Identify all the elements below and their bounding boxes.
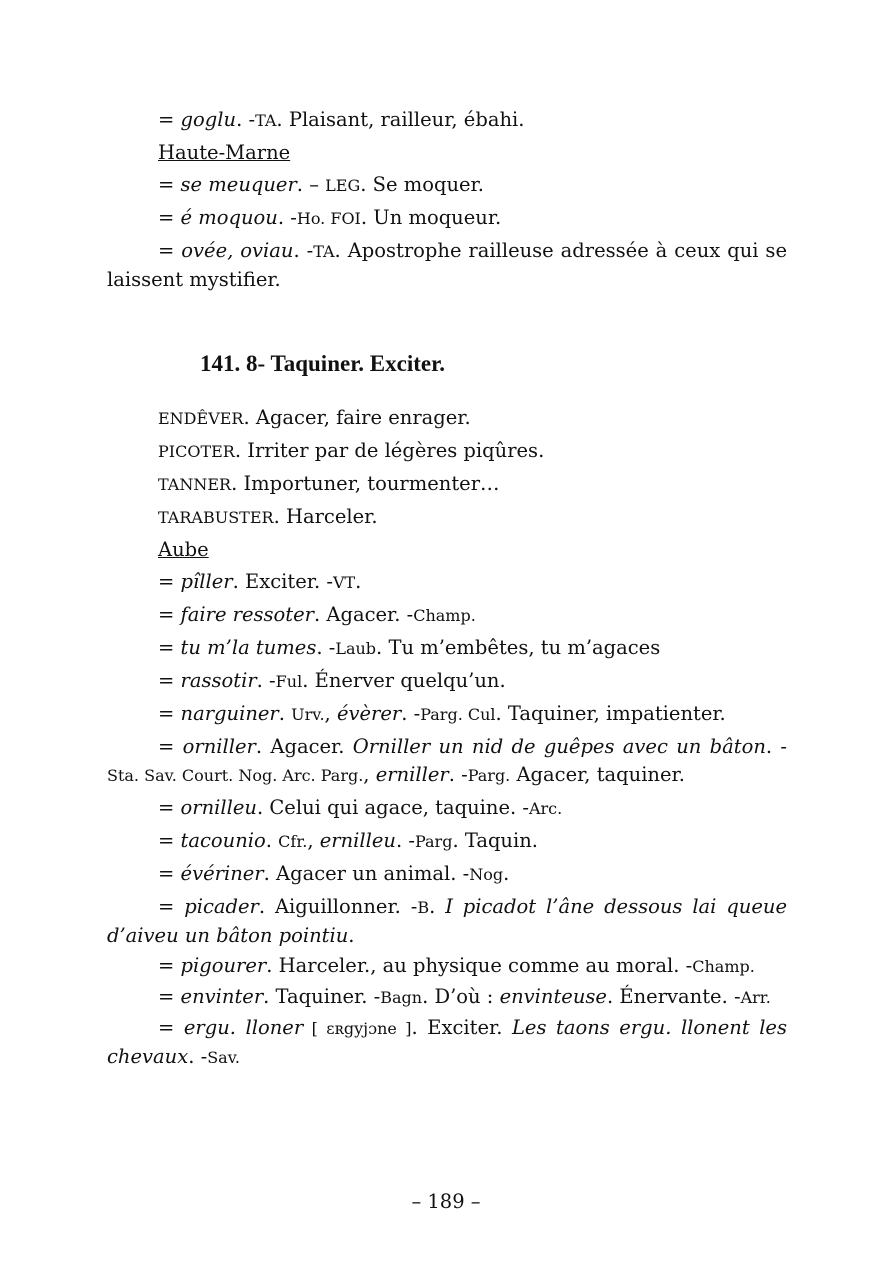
- definition: . Se moquer.: [360, 173, 484, 196]
- entry-piller: [107, 566, 787, 599]
- dialect-term: tacounio: [180, 829, 266, 852]
- punct: .: [348, 924, 355, 947]
- definition: . Aiguillonner. -: [258, 895, 418, 918]
- entry-narguiner: [107, 698, 787, 731]
- entry-picoter: [107, 435, 787, 468]
- entry-picader: [107, 893, 787, 950]
- dialect-term: évériner: [180, 862, 264, 885]
- definition: . Exciter.: [411, 1016, 512, 1039]
- punct: .: [278, 702, 292, 725]
- region-label: Haute-Marne: [158, 141, 291, 164]
- dialect-term: narguiner: [180, 702, 279, 725]
- entry-ovee-oviau: [107, 237, 787, 294]
- source-abbr: TA: [255, 111, 277, 130]
- example-sentence: I picadot l’âne dessous lai queue d’aiveu un bâton pointiu: [107, 895, 787, 947]
- definition: . Agacer. -: [314, 603, 414, 626]
- punct: . -: [236, 108, 256, 131]
- definition: . Importuner, tourmenter…: [231, 472, 500, 495]
- entry-goglu: [107, 104, 787, 137]
- source-abbr: TA: [313, 242, 335, 261]
- punct: . -: [256, 669, 276, 692]
- phonetic-transcription: [ ɛʀgyjɔne ]: [303, 1019, 412, 1038]
- headword: TARABUSTER: [158, 508, 274, 527]
- punct: . –: [296, 173, 326, 196]
- dialect-term: ornilleu: [180, 796, 257, 819]
- source-abbr: Cfr.: [278, 832, 308, 851]
- dialect-term: orniller: [182, 735, 256, 758]
- entry-se-meuquer: [107, 169, 787, 202]
- eq-sign: =: [158, 796, 181, 819]
- definition: . Taquiner. -: [263, 985, 381, 1008]
- punct: . -: [395, 829, 415, 852]
- source-abbr: LEG: [325, 176, 361, 195]
- eq-sign: =: [158, 603, 181, 626]
- dialect-term: picader: [184, 895, 259, 918]
- definition: . Plaisant, railleur, ébahi.: [276, 108, 525, 131]
- headword: PICOTER: [158, 442, 235, 461]
- punct: . -: [401, 702, 421, 725]
- entry-tu-mla-tumes: [107, 632, 787, 665]
- region-label: Aube: [158, 538, 209, 561]
- section-title: 141. 8- Taquiner. Exciter.: [200, 351, 445, 376]
- eq-sign: =: [158, 669, 181, 692]
- source-abbr: Parg.: [467, 766, 511, 785]
- dialect-term: pigourer: [180, 954, 267, 977]
- definition: . Agacer.: [255, 735, 353, 758]
- definition: . Un moqueur.: [360, 206, 502, 229]
- eq-sign: =: [158, 895, 185, 918]
- definition: . Harceler., au physique comme au moral. -: [266, 954, 693, 977]
- page-body: [107, 104, 787, 1074]
- source-abbr: Champ.: [692, 957, 755, 976]
- entry-e-moquou: [107, 202, 787, 235]
- definition: . Celui qui agace, taquine. -: [256, 796, 529, 819]
- entry-rassotir: [107, 665, 787, 698]
- dialect-term: é moquou: [180, 206, 278, 229]
- definition: . Taquiner, impatienter.: [495, 702, 726, 725]
- definition: . Harceler.: [273, 505, 378, 528]
- dialect-term: envinteuse: [499, 985, 607, 1008]
- source-abbr: Nog: [469, 865, 504, 884]
- definition: . Taquin.: [452, 829, 538, 852]
- definition: . Énervante. -: [606, 985, 741, 1008]
- definition: . D’où :: [422, 985, 500, 1008]
- eq-sign: =: [158, 570, 181, 593]
- source-abbr: Sta. Sav. Court. Nog. Arc. Parg.: [107, 766, 364, 785]
- definition: . Énerver quelqu’un.: [302, 669, 506, 692]
- punct: . -: [448, 763, 468, 786]
- punct: . -: [188, 1045, 208, 1068]
- punct: . -: [293, 239, 314, 262]
- entry-ornilleu: [107, 792, 787, 825]
- source-abbr: Ful: [275, 672, 303, 691]
- punct: ,: [307, 829, 320, 852]
- dialect-term: ernilleu: [319, 829, 396, 852]
- source-abbr: Arr.: [740, 988, 771, 1007]
- example-sentence: Orniller un nid de guêpes avec un bâton: [352, 735, 766, 758]
- eq-sign: =: [158, 1016, 184, 1039]
- source-abbr: Bagn: [380, 988, 423, 1007]
- entry-endever: [107, 402, 787, 435]
- entry-pigourer: [107, 952, 787, 981]
- eq-sign: =: [158, 985, 181, 1008]
- source-abbr: Parg. Cul: [420, 705, 496, 724]
- source-abbr: Urv.: [291, 705, 325, 724]
- eq-sign: =: [158, 173, 181, 196]
- punct: ,: [363, 763, 376, 786]
- eq-sign: =: [158, 239, 182, 262]
- eq-sign: =: [158, 829, 181, 852]
- entry-tacounio: [107, 825, 787, 858]
- punct: .: [265, 829, 279, 852]
- dialect-term: envinter: [180, 985, 264, 1008]
- source-abbr: Champ.: [413, 606, 476, 625]
- definition: . Apostrophe railleuse adressée à ceux qui se laissent mystifier.: [107, 239, 787, 291]
- source-abbr: Sav.: [207, 1048, 240, 1067]
- region-heading-haute-marne: [107, 137, 787, 169]
- entry-orniller: [107, 733, 787, 790]
- definition: . Irriter par de légères piqûres.: [234, 439, 545, 462]
- source-abbr: B: [417, 898, 430, 917]
- headword: TANNER: [158, 475, 232, 494]
- dialect-term: rassotir: [180, 669, 257, 692]
- dialect-term: ovée, oviau: [181, 239, 294, 262]
- dialect-term: erniller: [375, 763, 449, 786]
- source-abbr: Arc.: [528, 799, 563, 818]
- eq-sign: =: [158, 735, 183, 758]
- headword: ENDÊVER: [158, 409, 244, 428]
- punct: .: [503, 862, 510, 885]
- eq-sign: =: [158, 954, 181, 977]
- punct: ,: [324, 702, 337, 725]
- definition: . Tu m’embêtes, tu m’agaces: [376, 636, 661, 659]
- source-abbr: Parg: [414, 832, 453, 851]
- example-sentence: Les taons ergu. llonent les chevaux: [107, 1016, 787, 1068]
- definition: . Exciter. -: [232, 570, 333, 593]
- eq-sign: =: [158, 702, 181, 725]
- page-number: – 189 –: [411, 1190, 481, 1213]
- source-abbr: Laub: [335, 639, 377, 658]
- dialect-term: tu m’la tumes: [180, 636, 317, 659]
- source-abbr: Ho. FOI: [296, 209, 361, 228]
- punct: . -: [277, 206, 297, 229]
- region-heading-aube: [107, 534, 787, 566]
- entry-tanner: [107, 468, 787, 501]
- definition: . Agacer, faire enrager.: [243, 406, 471, 429]
- definition: . Agacer un animal. -: [263, 862, 470, 885]
- entry-faire-ressoter: [107, 599, 787, 632]
- definition: Agacer, taquiner.: [510, 763, 685, 786]
- dialect-term: faire ressoter: [180, 603, 314, 626]
- source-abbr: VT: [332, 573, 356, 592]
- punct: . -: [316, 636, 336, 659]
- entry-ergu-lloner: [107, 1014, 787, 1072]
- dialect-term: goglu: [180, 108, 237, 131]
- eq-sign: =: [158, 108, 181, 131]
- eq-sign: =: [158, 862, 181, 885]
- entry-envinter: [107, 983, 787, 1012]
- entry-everiner: [107, 858, 787, 891]
- punct: .: [429, 895, 446, 918]
- dialect-term: évèrer: [336, 702, 402, 725]
- eq-sign: =: [158, 636, 181, 659]
- eq-sign: =: [158, 206, 181, 229]
- dialect-term: se meuquer: [180, 173, 297, 196]
- dialect-term: pîller: [180, 570, 233, 593]
- entry-tarabuster: [107, 501, 787, 534]
- punct: .: [355, 570, 362, 593]
- dialect-term: ergu. lloner: [183, 1016, 304, 1039]
- punct: . -: [765, 735, 787, 758]
